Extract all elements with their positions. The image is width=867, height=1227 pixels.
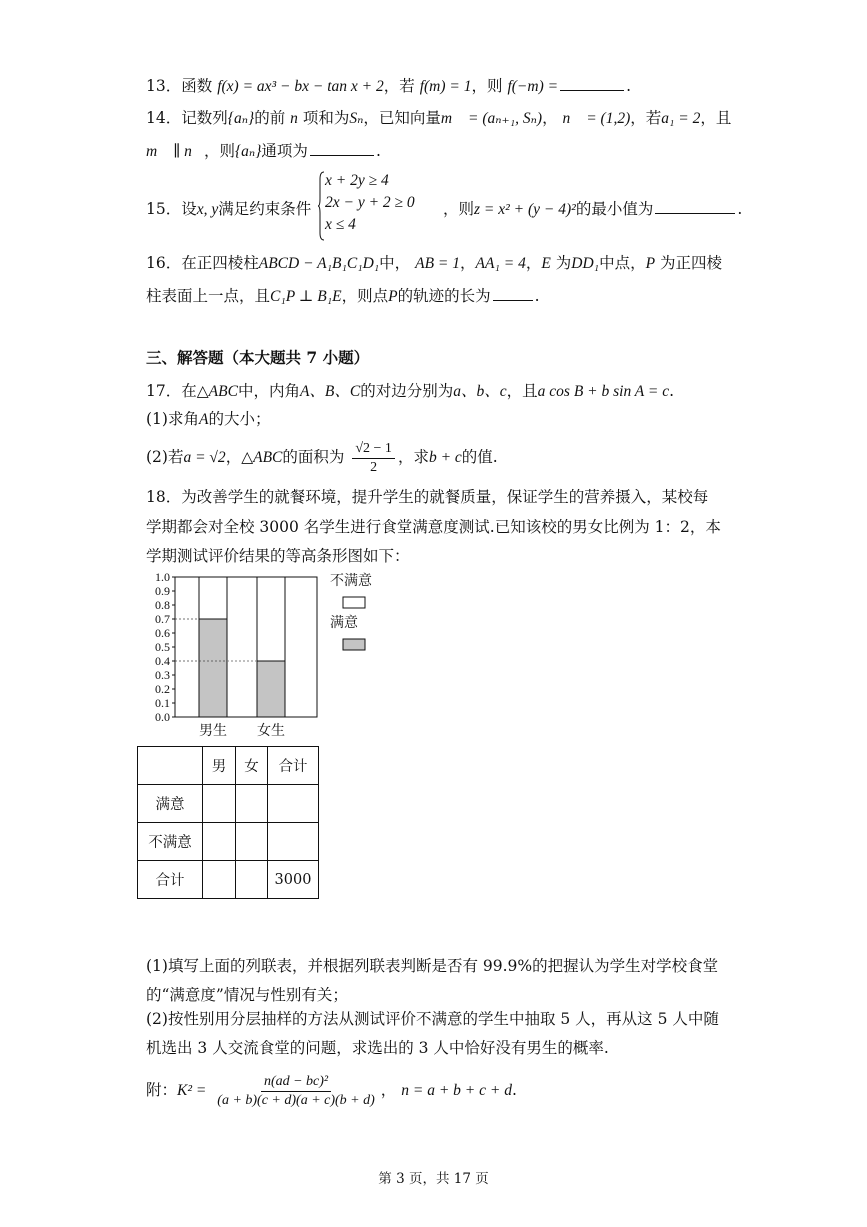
constraint-system	[325, 170, 415, 236]
y-tick-label: 0.5	[155, 640, 170, 654]
edge-dd1: DD₁	[571, 255, 600, 272]
question-15-tail	[443, 198, 742, 221]
condition-expression: f(m) = 1	[419, 78, 472, 95]
text: ，且	[506, 382, 538, 400]
text: ，若	[630, 109, 662, 127]
y-tick-label: 0.0	[155, 710, 170, 724]
edge-ab: AB = 1	[415, 255, 461, 272]
table-cell[interactable]	[268, 823, 319, 861]
y-tick-label: 1.0	[155, 570, 170, 584]
y-tick-label: 0.7	[155, 612, 170, 626]
initial-term: a₁ = 2	[661, 110, 701, 127]
question-14-line-2	[146, 140, 381, 163]
text: ，	[380, 1081, 397, 1099]
question-16-line-2	[146, 285, 540, 308]
text: 满足约束条件	[218, 200, 312, 218]
sequence-expression: {aₙ}	[227, 110, 255, 127]
legend-label: 满意	[330, 615, 358, 631]
objective-expression: z = x² + (y − 4)²	[474, 201, 576, 218]
text: ，求	[397, 448, 429, 466]
text: ，	[542, 109, 558, 127]
table-cell[interactable]	[203, 861, 236, 899]
x-category-label: 男生	[199, 723, 227, 739]
page-footer: 第 3 页，共 17 页	[378, 1171, 489, 1187]
text: 的大小；	[208, 410, 271, 428]
table-cell[interactable]	[268, 785, 319, 823]
text: 柱表面上一点，且	[146, 287, 271, 305]
legend-swatch	[343, 639, 365, 650]
function-expression: f(x) = ax³ − bx − tan x + 2	[217, 78, 384, 95]
table-header-row	[138, 747, 319, 785]
text: ，则	[203, 142, 235, 160]
table-cell[interactable]	[236, 861, 268, 899]
table-cell[interactable]	[203, 785, 236, 823]
question-18-line-3: 学期测试评价结果的等高条形图如下：	[146, 547, 410, 565]
answer-blank[interactable]	[560, 76, 624, 91]
prism-name: ABCD − A₁B₁C₁D₁	[258, 255, 380, 272]
parallel-condition: m⃗ ∥ n⃗	[146, 143, 204, 160]
variable: n	[290, 110, 298, 127]
angle-names: A、B、C	[299, 383, 361, 400]
question-number: 16．	[146, 254, 182, 272]
question-18-part-1-line-1: (1)填写上面的列联表，并根据列联表判断是否有 99.9%的把握认为学生对学校食堂	[146, 957, 719, 975]
text: ，则	[443, 200, 475, 218]
fraction-numerator: n(ad − bc)²	[261, 1073, 331, 1092]
point-p: P	[388, 288, 398, 305]
text: ，△	[225, 448, 254, 466]
side-names: a、b、c	[453, 383, 507, 400]
text: 函数	[181, 77, 213, 95]
y-tick-label: 0.2	[155, 682, 170, 696]
vector-m: m⃗ = (aₙ₊₁, Sₙ)	[440, 110, 543, 127]
table-header-total: 合计	[268, 747, 319, 785]
y-tick-label: 0.1	[155, 696, 170, 710]
question-number: 14．	[146, 109, 182, 127]
text: .	[626, 77, 632, 95]
question-18-part-1-line-2: 的“满意度”情况与性别有关；	[146, 986, 348, 1004]
answer-blank[interactable]	[310, 141, 374, 156]
text: ，则	[471, 77, 503, 95]
question-15	[146, 198, 311, 221]
text: (1)求角	[146, 410, 199, 428]
text: ，则点	[341, 287, 389, 305]
left-brace-icon	[318, 171, 324, 241]
text: 的前	[254, 109, 286, 127]
text: 中点，	[599, 254, 646, 272]
text: 的对边分别为	[360, 382, 454, 400]
bar-satisfied	[257, 661, 285, 717]
stacked-bar-chart	[140, 563, 380, 743]
text: .	[375, 142, 381, 160]
question-13	[146, 75, 631, 98]
legend-label: 不满意	[330, 573, 372, 589]
row-label-satisfied: 满意	[138, 785, 203, 823]
table-cell[interactable]	[236, 785, 268, 823]
question-17-part-1	[146, 408, 270, 431]
question-18-part-2-line-1: (2)按性别用分层抽样的方法从测试评价不满意的学生中抽取 5 人，再从这 5 人中随	[146, 1010, 719, 1028]
fraction-numerator: √2 − 1	[352, 440, 395, 459]
bar-unsatisfied	[257, 577, 285, 661]
text: 设	[181, 200, 197, 218]
table-cell	[138, 747, 203, 785]
text: 的值.	[461, 448, 498, 466]
text: 的最小值为	[575, 200, 654, 218]
text: 附：	[146, 1081, 178, 1099]
question-number: 15．	[146, 200, 182, 218]
row-label-unsatisfied: 不满意	[138, 823, 203, 861]
text: 中，	[379, 254, 411, 272]
bar-satisfied	[199, 619, 227, 717]
variable: Sₙ	[349, 110, 364, 127]
question-number: 13．	[146, 77, 182, 95]
text: ，已知向量	[363, 109, 441, 127]
area-fraction	[352, 440, 395, 477]
text: 在正四棱柱	[181, 254, 259, 272]
table-row	[138, 861, 319, 899]
y-tick-label: 0.9	[155, 584, 170, 598]
vector-n: n⃗ = (1,2)	[562, 110, 631, 127]
answer-blank[interactable]	[655, 199, 735, 214]
k2-fraction	[214, 1073, 378, 1110]
question-18-part-2-line-2: 机选出 3 人交流食堂的问题，求选出的 3 人中恰好没有男生的概率.	[146, 1039, 609, 1057]
row-label-total: 合计	[138, 861, 203, 899]
section-heading: 三、解答题（本大题共 7 小题）	[146, 348, 370, 367]
table-header-male: 男	[203, 747, 236, 785]
question-14-line-1	[146, 107, 731, 130]
legend-swatch	[343, 597, 365, 608]
text: ，	[525, 254, 542, 272]
text: .	[737, 200, 743, 218]
text: 项和为	[302, 109, 350, 127]
constraint-2: 2x − y + 2 ≥ 0	[325, 194, 415, 211]
answer-blank[interactable]	[493, 286, 533, 301]
constraint-3: x ≤ 4	[325, 216, 356, 233]
angle-a: A	[198, 411, 209, 428]
triangle-name: ABC	[208, 383, 238, 400]
y-tick-label: 0.3	[155, 668, 170, 682]
target-expression: f(−m) =	[507, 78, 559, 95]
text: .	[669, 382, 675, 400]
text: .	[511, 1081, 517, 1099]
y-tick-label: 0.4	[155, 654, 170, 668]
text: 的面积为	[282, 448, 345, 466]
edge-aa1: AA₁ = 4	[475, 255, 526, 272]
side-a-value: a = √2	[183, 449, 226, 466]
question-18-line-2: 学期都会对全校 3000 名学生进行食堂满意度测试.已知该校的男女比例为 1：2，本	[146, 518, 721, 536]
x-category-label: 女生	[257, 723, 285, 739]
perpendicular-condition: C₁P ⊥ B₁E	[270, 288, 342, 305]
text: .	[534, 287, 540, 305]
text: 17．在△	[146, 382, 209, 400]
table-cell[interactable]	[236, 823, 268, 861]
question-17-line-1	[146, 380, 674, 403]
y-tick-label: 0.8	[155, 598, 170, 612]
text: ，且	[700, 109, 732, 127]
point-e: E	[541, 255, 551, 272]
sequence-expression: {aₙ}	[234, 143, 262, 160]
text: 中，内角	[237, 382, 300, 400]
question-16-line-1	[146, 252, 722, 275]
total-cell: 3000	[268, 861, 319, 899]
text: 通项为	[261, 142, 308, 160]
table-row	[138, 823, 319, 861]
contingency-table	[137, 746, 319, 899]
sum-expression: b + c	[428, 449, 462, 466]
text: 为	[555, 254, 572, 272]
formula-appendix	[146, 1068, 517, 1113]
text: ，	[460, 254, 476, 272]
bar-unsatisfied	[199, 577, 227, 619]
y-tick-label: 0.6	[155, 626, 170, 640]
text: 的轨迹的长为	[397, 287, 491, 305]
condition-equation: a cos B + b sin A = c	[537, 383, 670, 400]
plot-frame	[175, 577, 317, 717]
text: ，若	[383, 77, 415, 95]
table-row	[138, 785, 319, 823]
question-18-line-1: 18．为改善学生的就餐环境，提升学生的就餐质量，保证学生的营养摄入，某校每	[146, 488, 709, 506]
text: (2)若	[146, 448, 184, 466]
k2-symbol: K² =	[177, 1082, 207, 1099]
variables: x, y	[196, 201, 219, 218]
fraction-denominator: (a + b)(c + d)(a + c)(b + d)	[217, 1092, 375, 1108]
constraint-1: x + 2y ≥ 4	[325, 172, 389, 189]
fraction-denominator: 2	[370, 459, 378, 475]
table-header-female: 女	[236, 747, 268, 785]
question-17-part-2	[146, 437, 498, 478]
text: 为正四棱	[659, 254, 722, 272]
point-p: P	[645, 255, 656, 272]
triangle-name: ABC	[253, 449, 283, 466]
table-cell[interactable]	[203, 823, 236, 861]
text: 记数列	[181, 109, 228, 127]
n-definition: n = a + b + c + d	[401, 1082, 512, 1099]
